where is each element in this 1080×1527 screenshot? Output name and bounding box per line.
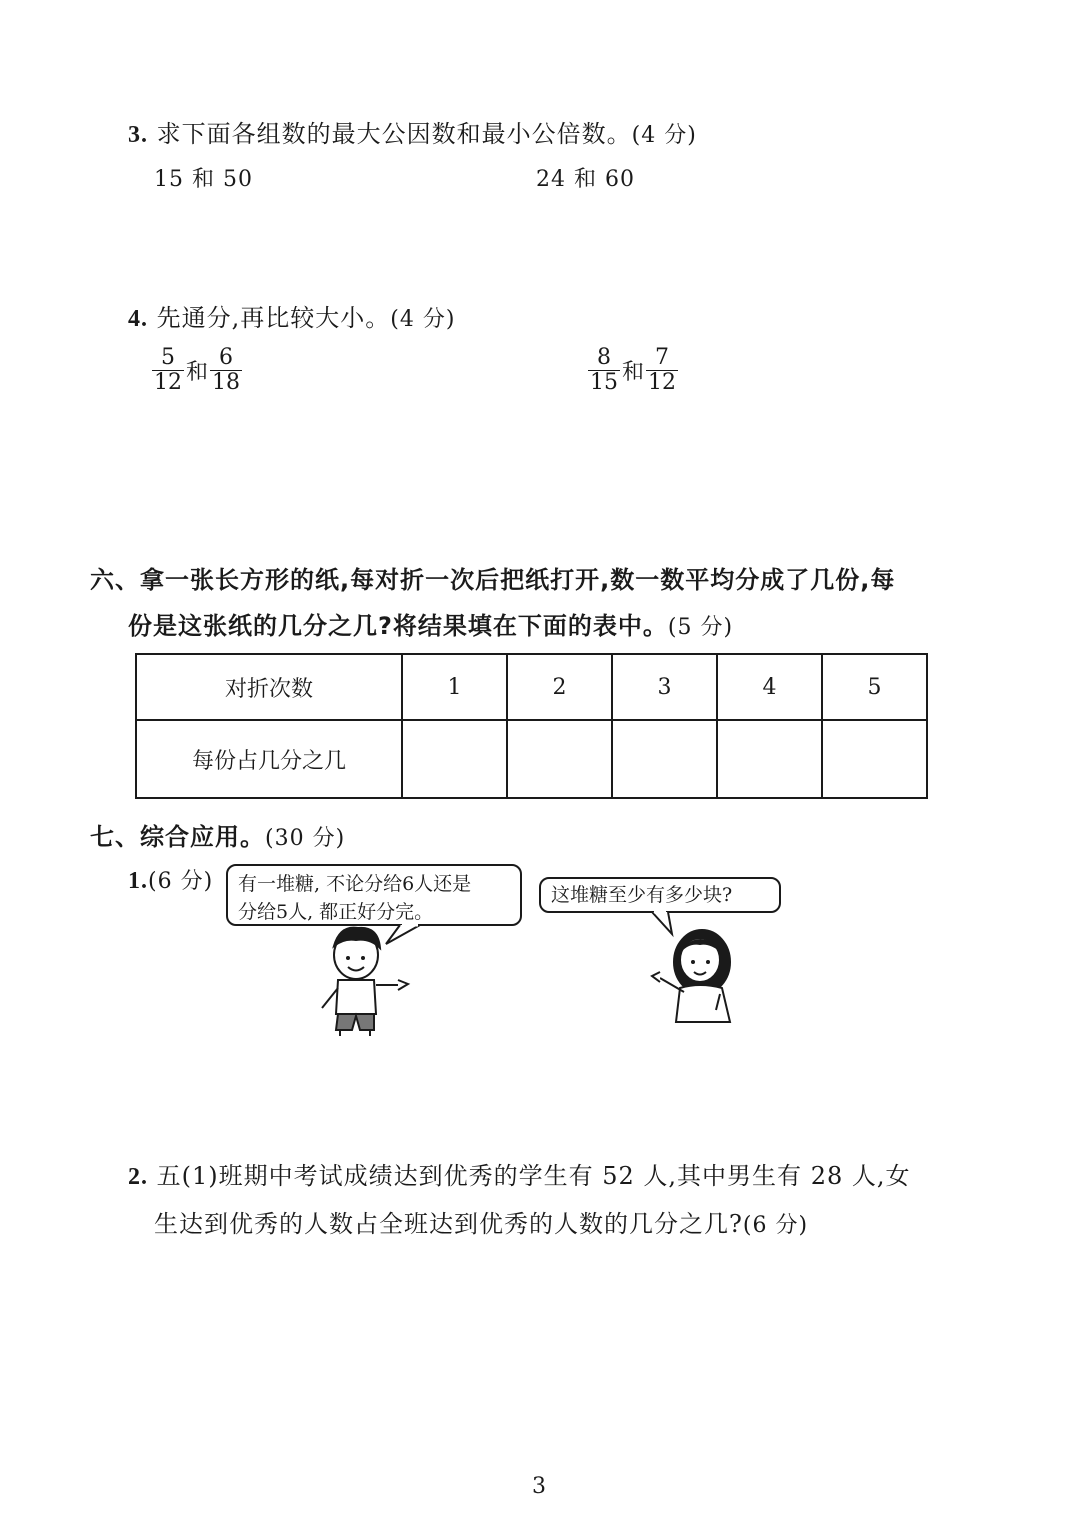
q3-text: 求下面各组数的最大公因数和最小公倍数。 [156,120,632,148]
boy-shirt [336,980,376,1014]
q7-2-number: 2. [128,1164,148,1190]
boy-speech-line-1: 有一堆糖, 不论分给6人还是 [238,873,472,895]
boy-speech-line-2: 分给5人, 都正好分完。 [238,901,434,923]
boy-bubble-tail [386,925,420,944]
q7-1-points: (6 分) [148,869,214,894]
girl-bubble-tail [652,912,672,934]
q7-2-line-1-text: 五(1)班期中考试成绩达到优秀的学生有 52 人,其中男生有 28 人,女 [156,1162,911,1190]
and-word: 和 [622,360,645,385]
page-number: 3 [532,1474,546,1499]
q7-2-line-1 [128,1156,911,1191]
section-6-line-1: 六、拿一张长方形的纸,每对折一次后把纸打开,数一数平均分成了几份,每 [90,566,896,594]
boy-character-icon [322,928,408,1036]
fold-count-cell: 2 [507,654,612,720]
q4-text: 先通分,再比较大小。 [156,304,391,332]
row-header-fold-count: 对折次数 [136,654,402,720]
fold-count-cell: 4 [717,654,822,720]
section-7-title-text: 七、综合应用。 [90,823,265,851]
girl-sweater [676,985,730,1022]
denominator: 15 [590,370,618,395]
q4-points: (4 分) [390,307,456,332]
q3-number: 3. [128,122,148,148]
q4-number: 4. [128,306,148,332]
numerator: 7 [655,345,670,370]
and-word: 和 [186,360,209,385]
girl-speech-text: 这堆糖至少有多少块? [551,884,733,906]
denominator: 12 [154,370,182,395]
q3-pair-2: 24 和 60 [536,167,635,192]
q7-1-number: 1. [128,868,148,894]
section-6-points: (5 分) [667,615,734,640]
girl-character-icon [652,930,730,1022]
fold-count-cell: 5 [822,654,927,720]
row-header-fraction: 每份占几分之几 [136,720,402,798]
numerator: 5 [161,345,175,370]
section-6-line-2-text: 份是这张纸的几分之几?将结果填在下面的表中。 [128,612,668,640]
section-7-points: (30 分) [265,826,346,851]
q3-points: (4 分) [631,123,697,148]
boy-shorts [336,1014,374,1030]
denominator: 18 [212,370,241,395]
q3-pair-1: 15 和 50 [154,167,253,192]
q7-2-points: (6 分) [742,1213,809,1238]
fold-count-cell: 3 [612,654,717,720]
boy-hand [398,980,408,990]
fold-count-cell: 1 [402,654,507,720]
numerator: 6 [219,345,234,370]
q7-2-line-2-text: 生达到优秀的人数占全班达到优秀的人数的几分之几? [154,1210,743,1238]
q7-2-line-2 [154,1204,808,1239]
denominator: 12 [648,370,677,395]
numerator: 8 [597,345,611,370]
